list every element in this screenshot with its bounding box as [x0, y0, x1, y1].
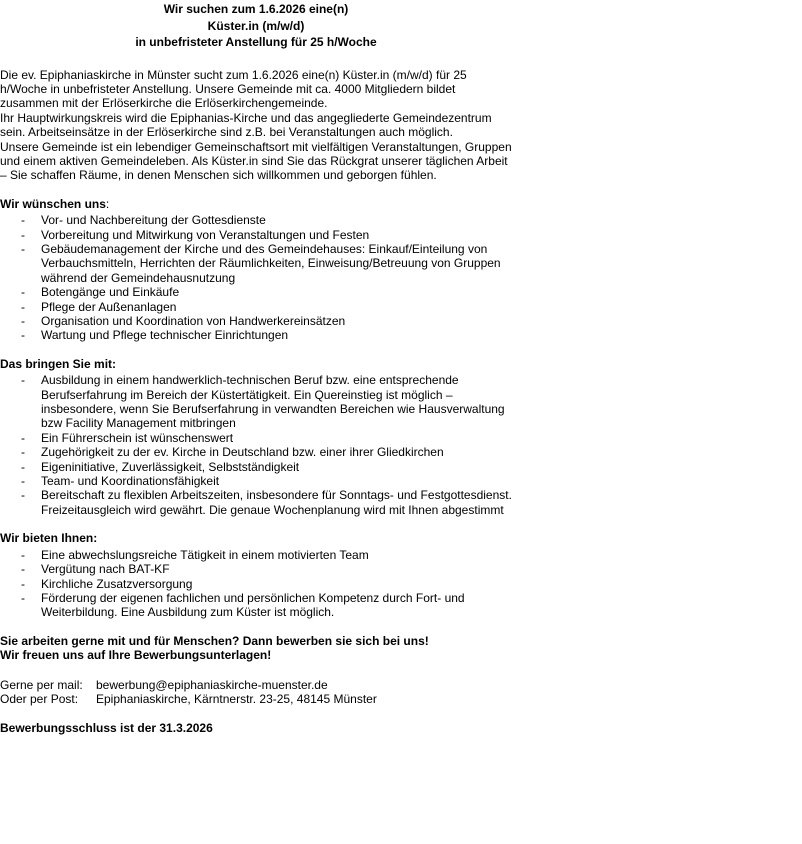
- list-item-text: Team- und Koordinationsfähigkeit: [41, 474, 220, 489]
- list-item: [0, 228, 512, 242]
- list-item: [0, 328, 512, 342]
- list-item-text: Kirchliche Zusatzversorgung: [41, 576, 193, 591]
- list-item-text: Eine abwechslungsreiche Tätigkeit in einem motivierten Team: [41, 547, 369, 562]
- dash-bullet: -: [21, 373, 25, 388]
- list-item-text: Ausbildung in einem handwerklich-technischen Beruf bzw. eine entsprechende Berufserfahrung im Bereich der Küstertätigkeit. Ein Quereinstieg ist möglich – insbesondere, wenn Sie Berufserfahrung in verwandten Bereichen wie Hausverwaltung bzw Facility Management mitbringen: [41, 373, 505, 431]
- mail-address[interactable]: bewerbung@epiphaniaskirche-muenster.de: [96, 677, 328, 692]
- post-label: Oder per Post:: [0, 691, 79, 706]
- list-item-text: Eigeninitiative, Zuverlässigkeit, Selbstständigkeit: [41, 459, 300, 474]
- list-item: [0, 445, 512, 459]
- list-item-text: Förderung der eigenen fachlichen und persönlichen Kompetenz durch Fort- und Weiterbildung. Eine Ausbildung zum Küster ist möglich.: [41, 590, 465, 620]
- list-item: [0, 562, 512, 576]
- list-item: [0, 460, 512, 474]
- heading-line-1: Wir suchen zum 1.6.2026 eine(n): [163, 2, 349, 16]
- wishes-title: Wir wünschen uns: [0, 196, 106, 211]
- dash-bullet: -: [21, 299, 25, 314]
- dash-bullet: -: [21, 328, 25, 343]
- list-item-text: Vergütung nach BAT-KF: [41, 562, 170, 577]
- wishes-list: [0, 213, 512, 343]
- closing-call-to-action: [0, 634, 512, 663]
- list-item: [0, 213, 512, 227]
- list-item-text: Pflege der Außenanlagen: [41, 299, 177, 314]
- list-item-text: Vor- und Nachbereitung der Gottesdienste: [41, 213, 266, 228]
- application-deadline: Bewerbungsschluss ist der 31.3.2026: [0, 721, 213, 736]
- dash-bullet: -: [21, 576, 25, 591]
- contact-post-row: [0, 692, 512, 706]
- list-item: [0, 577, 512, 591]
- heading-line-3: in unbefristeter Anstellung für 25 h/Woche: [135, 35, 377, 49]
- dash-bullet: -: [21, 227, 25, 242]
- closing-line-1: Sie arbeiten gerne mit und für Menschen? Dann bewerben sie sich bei uns!: [0, 633, 429, 648]
- dash-bullet: -: [21, 285, 25, 300]
- intro-sentence-2: Ihr Hauptwirkungskreis wird die Epiphanias-Kirche und das angegliederte Gemeindezentrum sein. Arbeitseinsätze in der Erlöserkirche sind z.B. bei Veranstaltungen auch möglich.: [0, 110, 492, 140]
- dash-bullet: -: [21, 459, 25, 474]
- wishes-heading: [0, 197, 512, 211]
- dash-bullet: -: [21, 213, 25, 228]
- closing-line-2: Wir freuen uns auf Ihre Bewerbungsunterlagen!: [0, 648, 272, 663]
- list-item: [0, 373, 512, 431]
- dash-bullet: -: [21, 445, 25, 460]
- list-item-text: Gebäudemanagement der Kirche und des Gemeindehauses: Einkauf/Einteilung von Verbauchsmitteln, Herrichten der Räumlichkeiten, Einweisung/Betreuung von Gruppen während der Gemeindehausnutzung: [41, 241, 501, 285]
- offers-heading: Wir bieten Ihnen:: [0, 531, 98, 546]
- contact-mail-row: [0, 678, 512, 692]
- dash-bullet: -: [21, 547, 25, 562]
- dash-bullet: -: [21, 430, 25, 445]
- list-item-text: Vorbereitung und Mitwirkung von Veranstaltungen und Festen: [41, 227, 370, 242]
- list-item: [0, 548, 512, 562]
- list-item: [0, 314, 512, 328]
- list-item-text: Zugehörigkeit zu der ev. Kirche in Deutschland bzw. einer ihrer Gliedkirchen: [41, 445, 444, 460]
- list-item: [0, 300, 512, 314]
- list-item-text: Bereitschaft zu flexiblen Arbeitszeiten, insbesondere für Sonntags- und Festgottesdienst. Freizeitausgleich wird gewährt. Die genaue Wochenplanung wird mit Ihnen abgestimmt: [41, 488, 512, 517]
- dash-bullet: -: [21, 241, 25, 256]
- post-address: Epiphaniaskirche, Kärntnerstr. 23-25, 48145 Münster: [96, 691, 377, 706]
- requirements-heading: Das bringen Sie mit:: [0, 356, 117, 371]
- heading-line-2: Küster.in (m/w/d): [207, 18, 305, 33]
- offers-list: [0, 548, 512, 620]
- list-item-text: Ein Führerschein ist wünschenswert: [41, 430, 234, 445]
- contact-block: [0, 678, 512, 707]
- intro-paragraph: [0, 68, 512, 183]
- list-item: [0, 591, 512, 620]
- dash-bullet: -: [21, 474, 25, 489]
- wishes-colon: :: [105, 196, 110, 211]
- dash-bullet: -: [21, 590, 25, 605]
- dash-bullet: -: [21, 488, 25, 503]
- intro-sentence-3: Unsere Gemeinde ist ein lebendiger Gemeinschaftsort mit vielfältigen Veranstaltungen, Gruppen und einem aktiven Gemeindeleben. Als Küster.in sind Sie das Rückgrat unserer täglichen Arbeit – Sie schaffen Räume, in denen Menschen sich willkommen und geborgen fühlen.: [0, 139, 512, 183]
- list-item-text: Botengänge und Einkäufe: [41, 285, 180, 300]
- requirements-list: [0, 373, 512, 517]
- list-item: [0, 431, 512, 445]
- mail-label: Gerne per mail:: [0, 677, 83, 692]
- list-item: [0, 242, 512, 285]
- list-item-text: Wartung und Pflege technischer Einrichtungen: [41, 328, 289, 343]
- posting-heading: [0, 0, 512, 51]
- list-item-text: Organisation und Koordination von Handwerkereinsätzen: [41, 314, 346, 328]
- dash-bullet: -: [21, 562, 25, 577]
- list-item: [0, 285, 512, 299]
- intro-sentence-1: Die ev. Epiphaniaskirche in Münster sucht zum 1.6.2026 eine(n) Küster.in (m/w/d) für 25 h/Woche in unbefristeter Anstellung. Unsere Gemeinde mit ca. 4000 Mitgliedern bildet zusammen mit der Erlöserkirche die Erlöserkirchengemeinde.: [0, 67, 467, 111]
- list-item: [0, 488, 512, 517]
- dash-bullet: -: [21, 314, 25, 328]
- list-item: [0, 474, 512, 488]
